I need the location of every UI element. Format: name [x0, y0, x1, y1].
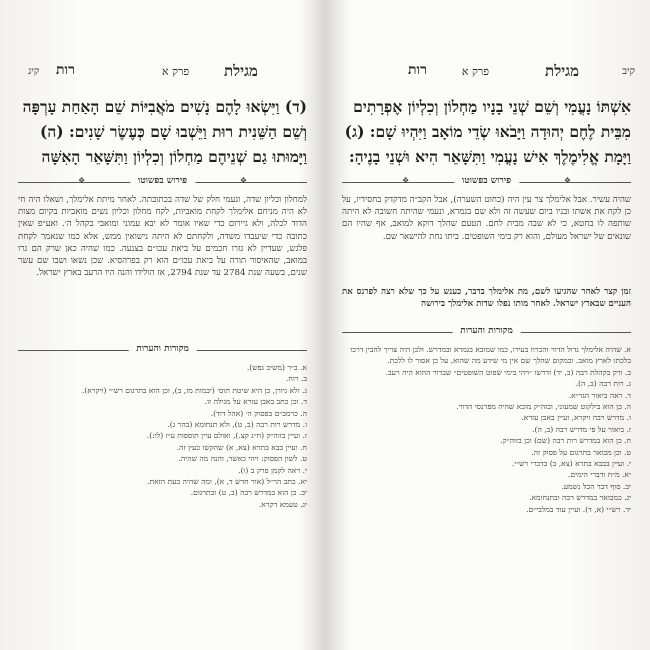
page-header: [334, 62, 639, 86]
sources-title: מקורות והערות: [128, 343, 197, 354]
verse-line: וְשֵׁם הַשֵּׁנִית רוּת וַיֵּשְׁבוּ שָׁם כְּעֶשֶׂר שָׁנִים: (ה): [40, 122, 307, 141]
source-note: ז. ביאור על פי מדרש רבה (ב, ה).: [532, 424, 631, 434]
verse-text: [18, 94, 307, 169]
source-note: ד. וכן כתב באבן עזרא על מגילה זו.: [204, 397, 307, 407]
header-book: רות: [56, 62, 75, 78]
page-header: [10, 62, 315, 86]
source-note: ז. ועיין בזוה״ק (ח״ג קצ.), ואולם עיין תוספות ע״ז (לו:).: [146, 431, 307, 441]
sources-list: [342, 344, 631, 624]
source-note: ח. ועיין בבא בתרא (צא, א) שהקשו כעין זה.: [176, 442, 307, 452]
source-note: ו. מדרש רות רבה (ב, ט), ולא תנחומא (בהר ג).: [167, 420, 307, 430]
ornament-icon: ❖: [402, 176, 410, 185]
ornament-icon: ❖: [563, 176, 571, 185]
source-note: יא. כתב הר״ל (אור חדש ד, א), ומה שהיה בעת הזאת.: [147, 477, 307, 487]
source-note: יב. כן הוא במדרש רבה (ב, ט) ובתרגום.: [190, 488, 307, 498]
header-book: רות: [408, 62, 427, 78]
verse-line: וַיָּמוּתוּ גַם שְׁנֵיהֶם מַחְלוֹן וְכִלְיוֹן וַתִּשָּׁאֵר הָאִשָּׁה: [41, 147, 307, 166]
verse-line: וַיָּמָת אֱלִימֶלֶךְ אִישׁ נָעֳמִי וַתִּשָּׁאֵר הִיא וּשְׁנֵי בָנֶיהָ:: [349, 147, 631, 166]
verse-line: (ד) וַיִּשְׂאוּ לָהֶם נָשִׁים מֹאֲבִיּוֹת שֵׁם הָאַחַת עָרְפָּה: [22, 97, 307, 116]
commentary-text: שהיה עשיר. אבל אלימלך צר עין היה (כחוט השערה), אבל הקב״ה מדקדק בחסידיו, על כן לקח את אשתו ובניו ביום שעשה זה ולא שם בגמרא, ונעמי שהיתה חשובה לא היתה שותפה לו בחטא, כי לא שבה מבית לחם. הטעם שהלך דוקא למואב, אף שהיו הם שונאים של ישראל מעולם, והוא רק בימי השופטים. ביתו נחת להישאר שם.: [342, 195, 631, 242]
commentary-title: פירוש בפשוטו: [454, 175, 519, 186]
commentary-text-continued: זמן קצר לאחר שהגיעו לשם, מת אלימלך בדבר, כענש על כך שלא רצה לפרנס את העניים שבארץ ישראל. לאחר מותו נפלו שדות אלימלך בירושה: [342, 287, 631, 310]
sources-title: מקורות והערות: [452, 325, 521, 336]
sources-list: [18, 362, 307, 624]
source-note: יב. סוף דבר הכל נשמע.: [561, 481, 631, 491]
page-number: קיג: [28, 66, 40, 77]
source-note: ה. כרמב״ם בפסוק ה׳ (אהל דוד).: [210, 408, 307, 418]
header-title: מגילת: [545, 62, 579, 80]
source-note: יא. מ״ח ודברי הימים.: [567, 470, 631, 480]
ornament-icon: ❖: [78, 176, 86, 185]
header-title: מגילת: [224, 62, 258, 80]
source-note: ט. לשון הפסוק: ויהי כאשר, והנה מה שהיה.: [178, 454, 307, 464]
verse-line: מִבֵּית לֶחֶם יְהוּדָה וַיָּבֹאוּ שְׂדֵי מוֹאָב וַיִּהְיוּ שָׁם: (ג): [344, 122, 631, 141]
source-note: ט. וכן מבואר בתרגום על פסוק זה.: [531, 447, 631, 457]
source-note: ח. כן הוא במדרש רות רבה (שם) וכן בזוה״ק.: [500, 436, 631, 446]
commentary-text: למחלון וכליון שדה, ונעמי חלק של שדה בכתובתה. לאחר מיתת אלימלך, ושאלו היה חי לא היה מניחם אלימלך לקחת מואביות, לקח מחלון וכליון נשים מואביות בקיום מצות הדוד לכלה, ולא גיירום כדי שאיו אומר לא יבא עמוני ומואבי בקהל ה׳. ואע״פ שאין כתובה כדי שיעבדו משדה, ולקחתם לא היתה נישואין ממש, אלא כמו שנאמר לקחת פלגש, שעדיין לא גזרו חכמים על ביאת עכו״ם בצנעה. כמו שהיה כאן שרק הם גרו במואב, שהאיסור תורה על ביאת עכו״ם הוא רק בפרהסיא. שכן נשאו ושבו שם עשר שנים, בשעה שנת 2784 עד שנת 2794, אז הולידו והנה היו הרעב בארץ ישראל.: [18, 195, 307, 279]
verse-text: [342, 94, 631, 169]
source-note: י. ועיין בבבא בתרא (צא, ב) בדברי רש״י.: [511, 459, 631, 469]
source-note: ג. רות רבה (ב, ה).: [575, 379, 631, 389]
source-note: ב. רוח.: [285, 374, 307, 384]
source-note: ד. ראה ביאור הגר״א.: [568, 390, 631, 400]
source-note: יג. טעמא דקרא.: [258, 499, 307, 509]
source-note: ג. ולא גיורן, כן היא שיטת תוס׳ (יבמות מז, ב), וכן הוא בתרגום רש״י (ויקרא).: [81, 385, 307, 395]
source-note: יד. רש״י (א, ד). ועיין עוד במלבי״ם.: [526, 504, 631, 514]
source-note: ב. ורק בקהלת רבה (ב, יד) ודרשו ״ויהי בימי שפוט השופטים״ שבדור ההוא היה רעב.: [385, 367, 631, 377]
commentary-title: פירוש בפשוטו: [130, 175, 195, 186]
verse-line: אִשְׁתּוֹ נָעֳמִי וְשֵׁם שְׁנֵי בָנָיו מַחְלוֹן וְכִלְיוֹן אֶפְרָתִים: [353, 97, 631, 116]
ornament-icon: ❖: [239, 176, 247, 185]
source-note: א. ב״ר (משיב נפש).: [246, 363, 307, 372]
left-page: [10, 50, 315, 640]
header-chapter: פרק א: [162, 65, 190, 78]
header-chapter: פרק א: [461, 65, 489, 78]
right-page: [334, 50, 639, 640]
source-note: ו. מדרש רבה ויקרא, ועיין באבן עזרא.: [521, 413, 631, 423]
source-note: יג. כמבואר במדרש רבה ובתנחומא.: [529, 493, 631, 503]
source-note: א. שהיה אלימלך גדול הדור והכרוז בעירו, כמו שמובא בגמרא ובמדרש. ולכן היה צריך להבין דרכו בלכתו לארץ מואב. ובמקום שהלך שם אין מי שידע מה שהוא, על כן אסור לו ללכת.: [350, 345, 631, 366]
page-number: קיב: [622, 66, 635, 77]
source-note: י. ראה לקמן פרק ב (ו).: [238, 465, 307, 475]
source-note: ה. כן הוא בילקוט שמעוני, ובזה״ק מובא שהיה מפרנסי הדור.: [456, 402, 631, 412]
